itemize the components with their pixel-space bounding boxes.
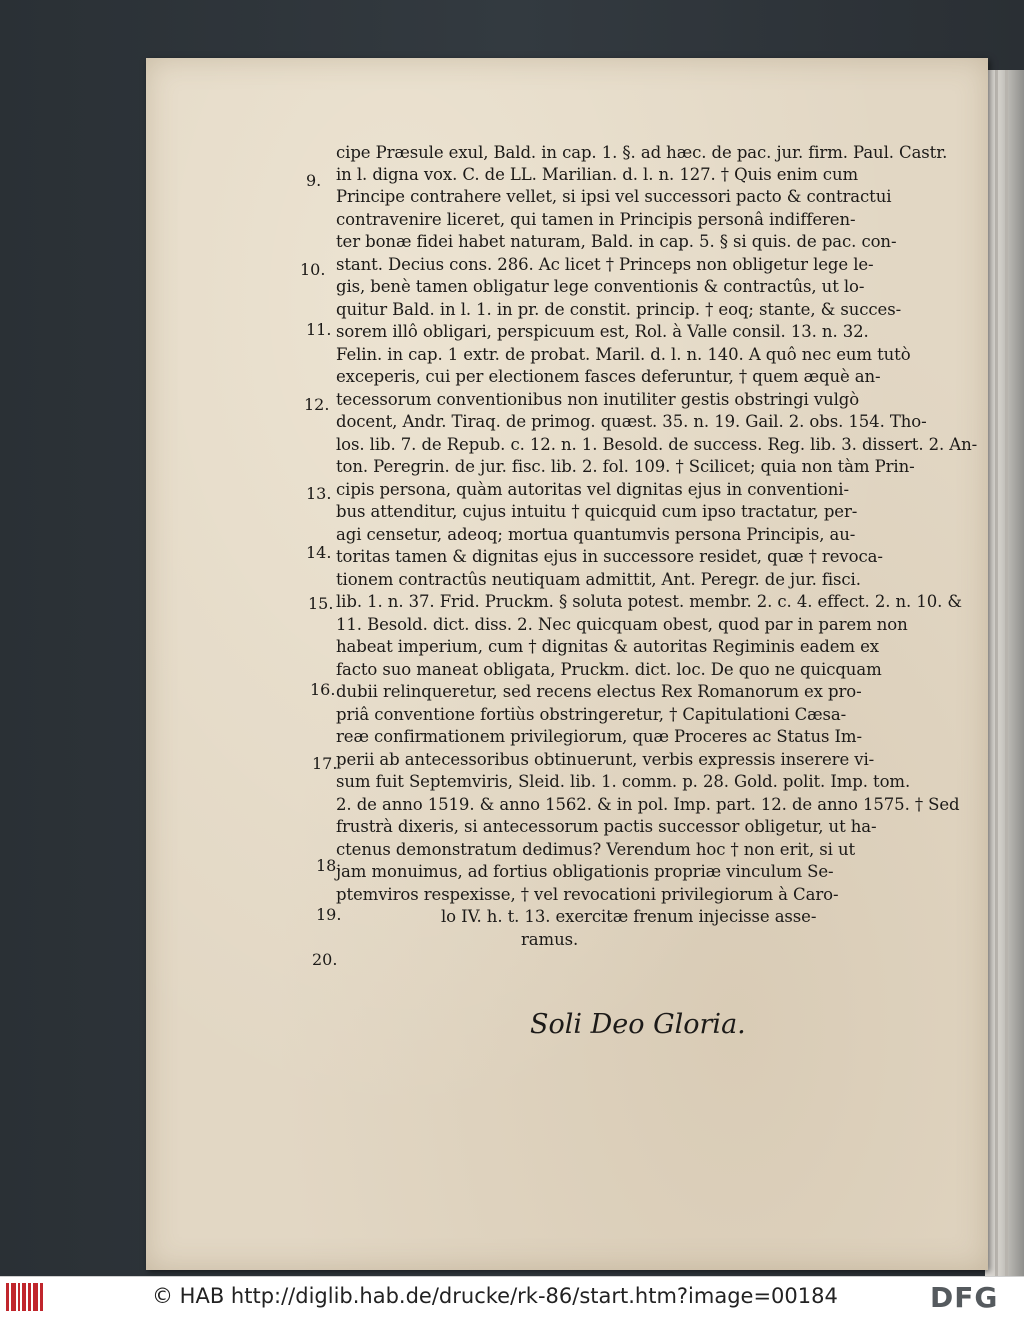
text-line: quitur Bald. in l. 1. in pr. de constit. princip. † eoq; stante, & succes- <box>336 300 902 319</box>
text-line: ter bonæ fidei habet naturam, Bald. in cap. 5. § si quis. de pac. con- <box>336 232 897 251</box>
text-line: toritas tamen & dignitas ejus in successore residet, quæ † revoca- <box>336 547 883 566</box>
text-line: cipis persona, quàm autoritas vel dignitas ejus in conventioni- <box>336 480 849 499</box>
margin-number: 9. <box>306 171 322 190</box>
text-line: lib. 1. n. 37. Frid. Pruckm. § soluta potest. membr. 2. c. 4. effect. 2. n. 10. & <box>336 592 963 611</box>
margin-number: 12. <box>304 395 330 414</box>
text-line: ramus. <box>521 930 579 949</box>
text-line: Felin. in cap. 1 extr. de probat. Maril. d. l. n. 140. A quô nec eum tutò <box>336 345 911 364</box>
text-line: in l. digna vox. C. de LL. Marilian. d. l. n. 127. † Quis enim cum <box>336 165 859 184</box>
text-line: habeat imperium, cum † dignitas & autoritas Regiminis eadem ex <box>336 637 879 656</box>
adjacent-page-edge <box>985 70 1024 1276</box>
text-line: perii ab antecessoribus obtinuerunt, verbis expressis inserere vi- <box>336 750 875 769</box>
text-line: jam monuimus, ad fortius obligationis propriæ vinculum Se- <box>336 862 834 881</box>
text-line: ctenus demonstratum dedimus? Verendum hoc † non erit, si ut <box>336 840 855 859</box>
text-line: priâ conventione fortiùs obstringeretur, † Capitulationi Cæsa- <box>336 705 847 724</box>
text-line: lo IV. h. t. 13. exercitæ frenum injecisse asse- <box>441 907 817 926</box>
text-line: 11. Besold. dict. diss. 2. Nec quicquam obest, quod par in parem non <box>336 615 908 634</box>
text-line: sum fuit Septemviris, Sleid. lib. 1. comm. p. 28. Gold. polit. Imp. tom. <box>336 772 911 791</box>
text-line: 2. de anno 1519. & anno 1562. & in pol. Imp. part. 12. de anno 1575. † Sed <box>336 795 960 814</box>
hab-logo-icon <box>6 1283 44 1311</box>
margin-number: 15. <box>308 594 334 613</box>
text-line: cipe Præsule exul, Bald. in cap. 1. §. ad hæc. de pac. jur. firm. Paul. Castr. <box>336 143 948 162</box>
margin-number: 20. <box>312 950 338 969</box>
text-line: frustrà dixeris, si antecessorum pactis successor obligetur, ut ha- <box>336 817 877 836</box>
text-line: facto suo maneat obligata, Pruckm. dict. loc. De quo ne quicquam <box>336 660 882 679</box>
text-line: los. lib. 7. de Repub. c. 12. n. 1. Besold. de success. Reg. lib. 3. dissert. 2. An- <box>336 435 978 454</box>
margin-number: 13. <box>306 484 332 503</box>
text-line: dubii relinqueretur, sed recens electus Rex Romanorum ex pro- <box>336 682 862 701</box>
margin-number: 17. <box>312 754 338 773</box>
margin-number: 10. <box>300 260 326 279</box>
text-line: stant. Decius cons. 286. Ac licet † Princeps non obligetur lege le- <box>336 255 874 274</box>
text-line: sorem illô obligari, perspicuum est, Rol. à Valle consil. 13. n. 32. <box>336 322 869 341</box>
margin-number: 14. <box>306 543 332 562</box>
text-line: Principe contrahere vellet, si ipsi vel successori pacto & contractui <box>336 187 892 206</box>
text-line: agi censetur, adeoq; mortua quantumvis persona Principis, au- <box>336 525 856 544</box>
text-line: tecessorum conventionibus non inutiliter gestis obstringi vulgò <box>336 390 860 409</box>
text-line: contravenire liceret, qui tamen in Principis personâ indifferen- <box>336 210 856 229</box>
book-page <box>146 58 988 1270</box>
text-line: docent, Andr. Tiraq. de primog. quæst. 35. n. 19. Gail. 2. obs. 154. Tho- <box>336 412 927 431</box>
text-line: bus attenditur, cujus intuitu † quicquid cum ipso tractatur, per- <box>336 502 858 521</box>
text-line: reæ confirmationem privilegiorum, quæ Proceres ac Status Im- <box>336 727 862 746</box>
margin-number: 19. <box>316 905 342 924</box>
margin-number: 18. <box>316 856 342 875</box>
text-line: ptemviros respexisse, † vel revocationi privilegiorum à Caro- <box>336 885 839 904</box>
viewer-footer <box>0 1276 1024 1317</box>
text-line: tionem contractûs neutiquam admittit, Ant. Peregr. de jur. fisci. <box>336 570 861 589</box>
dfg-logo: DFG <box>930 1281 999 1314</box>
text-line: gis, benè tamen obligatur lege conventionis & contractûs, ut lo- <box>336 277 865 296</box>
closing-doxology: Soli Deo Gloria. <box>530 1009 746 1040</box>
text-line: ton. Peregrin. de jur. fisc. lib. 2. fol. 109. † Scilicet; quia non tàm Prin- <box>336 457 915 476</box>
margin-number: 16. <box>310 680 336 699</box>
text-line: exceperis, cui per electionem fasces deferuntur, † quem æquè an- <box>336 367 881 386</box>
margin-number: 11. <box>306 320 332 339</box>
copyright-url[interactable]: © HAB http://diglib.hab.de/drucke/rk-86/start.htm?image=00184 <box>152 1284 838 1308</box>
